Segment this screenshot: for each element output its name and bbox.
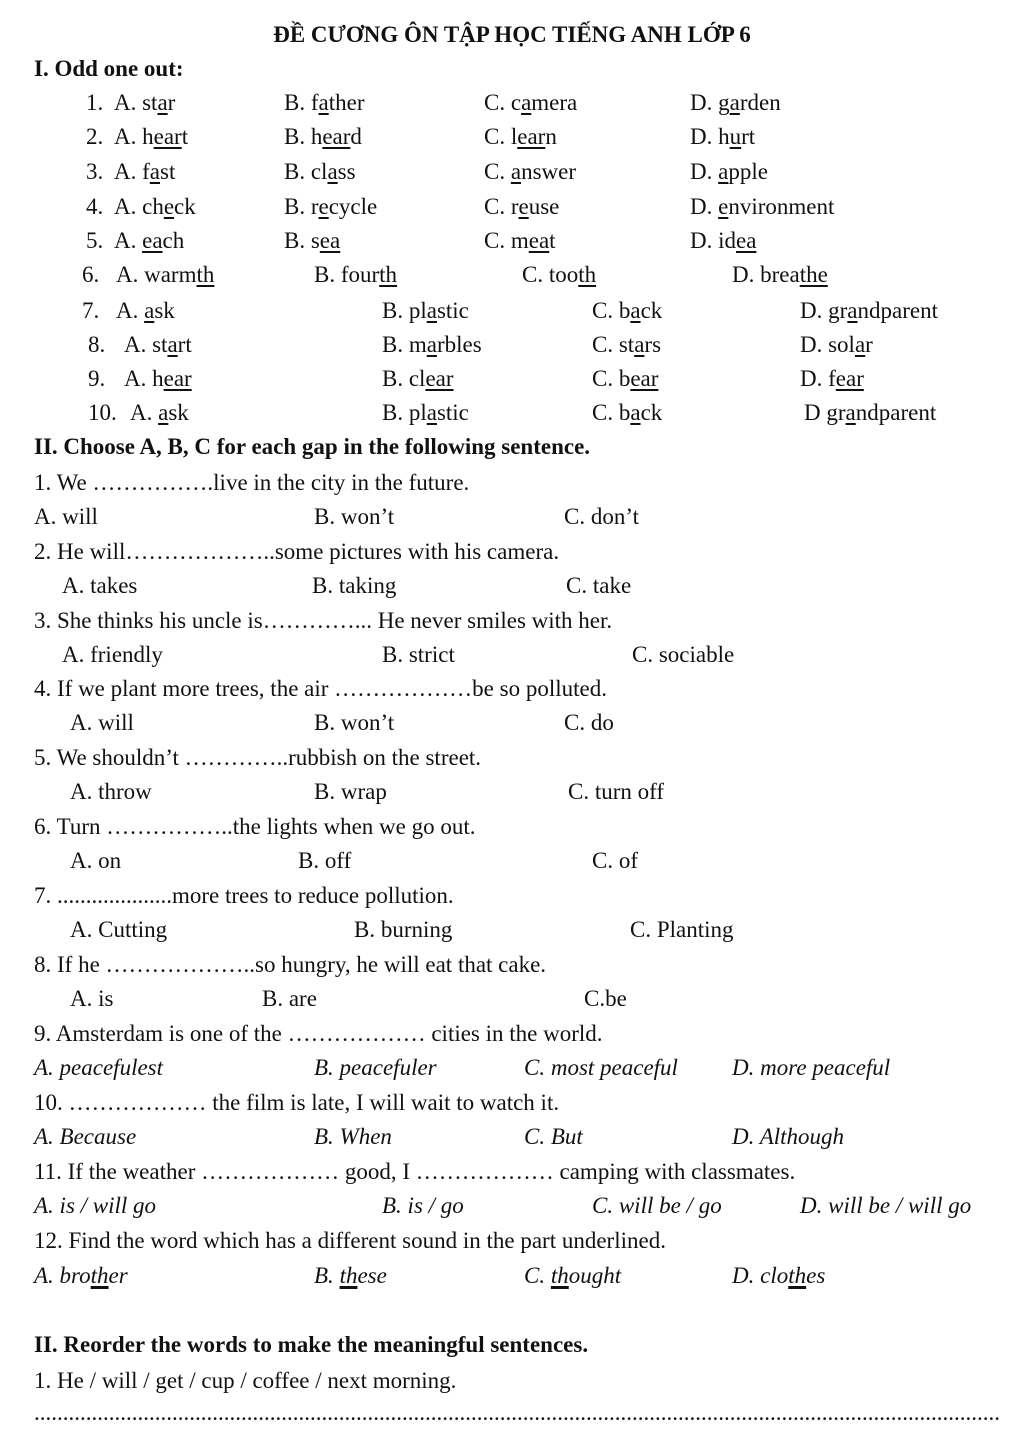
question-12-option-d: D. clothes (732, 1263, 826, 1288)
question-4-option: C. do (564, 710, 614, 735)
question-5: 5. We shouldn’t …………..rubbish on the street. (34, 745, 482, 770)
question-1-option: A. will (34, 504, 98, 529)
option-a: A. start (124, 332, 192, 357)
question-11-option: A. is / will go (34, 1193, 157, 1218)
option-a: A. heart (114, 124, 189, 149)
option-c: C. camera (484, 90, 578, 115)
underlined-sound: ear (153, 124, 182, 149)
option-c: C. answer (484, 159, 576, 184)
option-a: A. ask (116, 298, 175, 323)
option-d: D. idea (690, 228, 757, 253)
underlined-sound: e (163, 194, 175, 219)
option-c: C. meat (484, 228, 556, 253)
item-number: 5. (86, 228, 104, 253)
option-b: B. plastic (382, 298, 469, 323)
underlined-sound: a (845, 400, 856, 425)
question-9-option: D. more peaceful (732, 1055, 891, 1080)
underlined-sound: e (518, 194, 529, 219)
underlined-sound: ea (319, 228, 341, 253)
option-c: C. tooth (522, 262, 597, 287)
underlined-sound: a (634, 332, 645, 357)
underlined-sound: a (510, 159, 522, 184)
question-8: 8. If he ………………..so hungry, he will eat that cake. (34, 952, 547, 977)
reorder-question-1: 1. He / will / get / cup / coffee / next morning. (34, 1368, 457, 1393)
underlined-sound: ear (425, 366, 454, 391)
question-7-option: A. Cutting (70, 917, 168, 942)
underlined-sound: th (196, 262, 215, 287)
option-a: A. warmth (116, 262, 215, 287)
underlined-sound: ear (517, 124, 546, 149)
question-11: 11. If the weather ……………… good, I ……………… camping with classmates. (34, 1159, 796, 1184)
question-3: 3. She thinks his uncle is…………... He never smiles with her. (34, 608, 613, 633)
option-c: C. back (592, 400, 663, 425)
underlined-sound: ear (322, 124, 351, 149)
underlined-sound: e (718, 194, 729, 219)
option-d: D. fear (800, 366, 864, 391)
question-11-option: D. will be / will go (800, 1193, 972, 1218)
question-12: 12. Find the word which has a different sound in the part underlined. (34, 1228, 666, 1253)
question-3-option: B. strict (382, 642, 455, 667)
option-a: A. ask (130, 400, 189, 425)
option-d: D. garden (690, 90, 781, 115)
item-number: 2. (86, 124, 104, 149)
option-d: D. solar (800, 332, 873, 357)
underlined-sound: th (550, 1263, 569, 1288)
option-a: A. check (114, 194, 196, 219)
question-10-option: A. Because (34, 1124, 137, 1149)
option-a: A. star (114, 90, 176, 115)
option-d: D. apple (690, 159, 768, 184)
question-10: 10. ……………… the film is late, I will wait to watch it. (34, 1090, 560, 1115)
option-c: C. bear (592, 366, 659, 391)
question-4-option: A. will (70, 710, 134, 735)
question-3-option: C. sociable (632, 642, 735, 667)
section-3-heading: II. Reorder the words to make the meaningful sentences. (34, 1332, 589, 1357)
underlined-sound: ear (835, 366, 864, 391)
option-d: D. environment (690, 194, 835, 219)
option-b: B. marbles (382, 332, 482, 357)
option-b: B. plastic (382, 400, 469, 425)
question-10-option: D. Although (732, 1124, 845, 1149)
question-12-option-a: A. brother (34, 1263, 128, 1288)
underlined-sound: a (318, 90, 329, 115)
item-number: 8. (88, 332, 106, 357)
underlined-sound: a (426, 400, 437, 425)
option-d: D. grandparent (800, 298, 938, 323)
underlined-sound: ea (142, 228, 163, 253)
question-5-option: B. wrap (314, 779, 387, 804)
underlined-sound: ear (630, 366, 659, 391)
question-2-option: C. take (566, 573, 632, 598)
question-9-option: A. peacefulest (34, 1055, 164, 1080)
underlined-sound: the (799, 262, 828, 287)
option-b: B. class (284, 159, 356, 184)
underlined-sound: a (149, 159, 160, 184)
question-7: 7. ....................more trees to reduce pollution. (34, 883, 454, 908)
option-b: B. recycle (284, 194, 378, 219)
item-number: 1. (86, 90, 104, 115)
underlined-sound: a (847, 298, 858, 323)
underlined-sound: a (327, 159, 338, 184)
question-9-option: B. peacefuler (314, 1055, 437, 1080)
option-b: B. fourth (314, 262, 398, 287)
question-1: 1. We …………….live in the city in the future. (34, 470, 470, 495)
question-5-option: A. throw (70, 779, 152, 804)
section-2-heading: II. Choose A, B, C for each gap in the following sentence. (34, 434, 591, 459)
item-number: 10. (88, 400, 117, 425)
underlined-sound: a (426, 332, 437, 357)
underlined-sound: a (426, 298, 437, 323)
question-6-option: A. on (70, 848, 122, 873)
option-d: D. breathe (732, 262, 828, 287)
underlined-sound: a (521, 90, 532, 115)
option-b: B. sea (284, 228, 341, 253)
option-a: A. fast (114, 159, 176, 184)
question-7-option: C. Planting (630, 917, 734, 942)
underlined-sound: a (729, 90, 740, 115)
question-6-option: B. off (298, 848, 352, 873)
item-number: 9. (88, 366, 106, 391)
underlined-sound: th (339, 1263, 358, 1288)
question-11-option: B. is / go (382, 1193, 464, 1218)
option-c: C. back (592, 298, 663, 323)
underlined-sound: a (718, 159, 729, 184)
question-6-option: C. of (592, 848, 638, 873)
answer-line[interactable]: ........................................................................................................................................................................ (34, 1400, 1000, 1425)
item-number: 6. (82, 262, 100, 287)
underlined-sound: e (318, 194, 329, 219)
option-b: B. father (284, 90, 365, 115)
question-2-option: A. takes (62, 573, 138, 598)
option-c: C. stars (592, 332, 662, 357)
question-1-option: B. won’t (314, 504, 395, 529)
underlined-sound: a (630, 400, 641, 425)
underlined-sound: a (144, 298, 155, 323)
underlined-sound: ear (163, 366, 192, 391)
underlined-sound: ea (736, 228, 757, 253)
underlined-sound: th (90, 1263, 109, 1288)
item-number: 7. (82, 298, 100, 323)
underlined-sound: a (157, 90, 168, 115)
question-4: 4. If we plant more trees, the air ………………be so polluted. (34, 676, 607, 701)
underlined-sound: a (630, 298, 641, 323)
question-8-option: C.be (584, 986, 627, 1011)
option-a: A. hear (124, 366, 192, 391)
question-5-option: C. turn off (568, 779, 665, 804)
option-d: D. hurt (690, 124, 756, 149)
question-9-option: C. most peaceful (524, 1055, 678, 1080)
section-1-heading: I. Odd one out: (34, 56, 184, 81)
item-number: 4. (86, 194, 104, 219)
question-4-option: B. won’t (314, 710, 395, 735)
question-1-option: C. don’t (564, 504, 639, 529)
question-9: 9. Amsterdam is one of the ……………… cities in the world. (34, 1021, 603, 1046)
question-12-option-c: C. thought (524, 1263, 622, 1288)
underlined-sound: a (158, 400, 169, 425)
question-10-option: C. But (524, 1124, 583, 1149)
page-title: ĐỀ CƯƠNG ÔN TẬP HỌC TIẾNG ANH LỚP 6 (273, 22, 751, 47)
underlined-sound: a (854, 332, 866, 357)
option-b: B. heard (284, 124, 362, 149)
question-12-option-b: B. these (314, 1263, 387, 1288)
underlined-sound: th (788, 1263, 807, 1288)
question-8-option: B. are (262, 986, 317, 1011)
question-10-option: B. When (314, 1124, 392, 1149)
question-2: 2. He will………………..some pictures with his camera. (34, 539, 560, 564)
question-11-option: C. will be / go (592, 1193, 722, 1218)
question-8-option: A. is (70, 986, 114, 1011)
underlined-sound: ea (528, 228, 550, 253)
underlined-sound: th (578, 262, 597, 287)
option-c: C. reuse (484, 194, 560, 219)
question-7-option: B. burning (354, 917, 453, 942)
underlined-sound: u (729, 124, 742, 149)
option-b: B. clear (382, 366, 454, 391)
underlined-sound: a (167, 332, 178, 357)
item-number: 3. (86, 159, 104, 184)
question-3-option: A. friendly (62, 642, 163, 667)
question-2-option: B. taking (312, 573, 397, 598)
option-c: C. learn (484, 124, 557, 149)
underlined-sound: th (379, 262, 398, 287)
option-a: A. each (114, 228, 185, 253)
question-6: 6. Turn ……………..the lights when we go out. (34, 814, 476, 839)
option-d: D grandparent (804, 400, 937, 425)
